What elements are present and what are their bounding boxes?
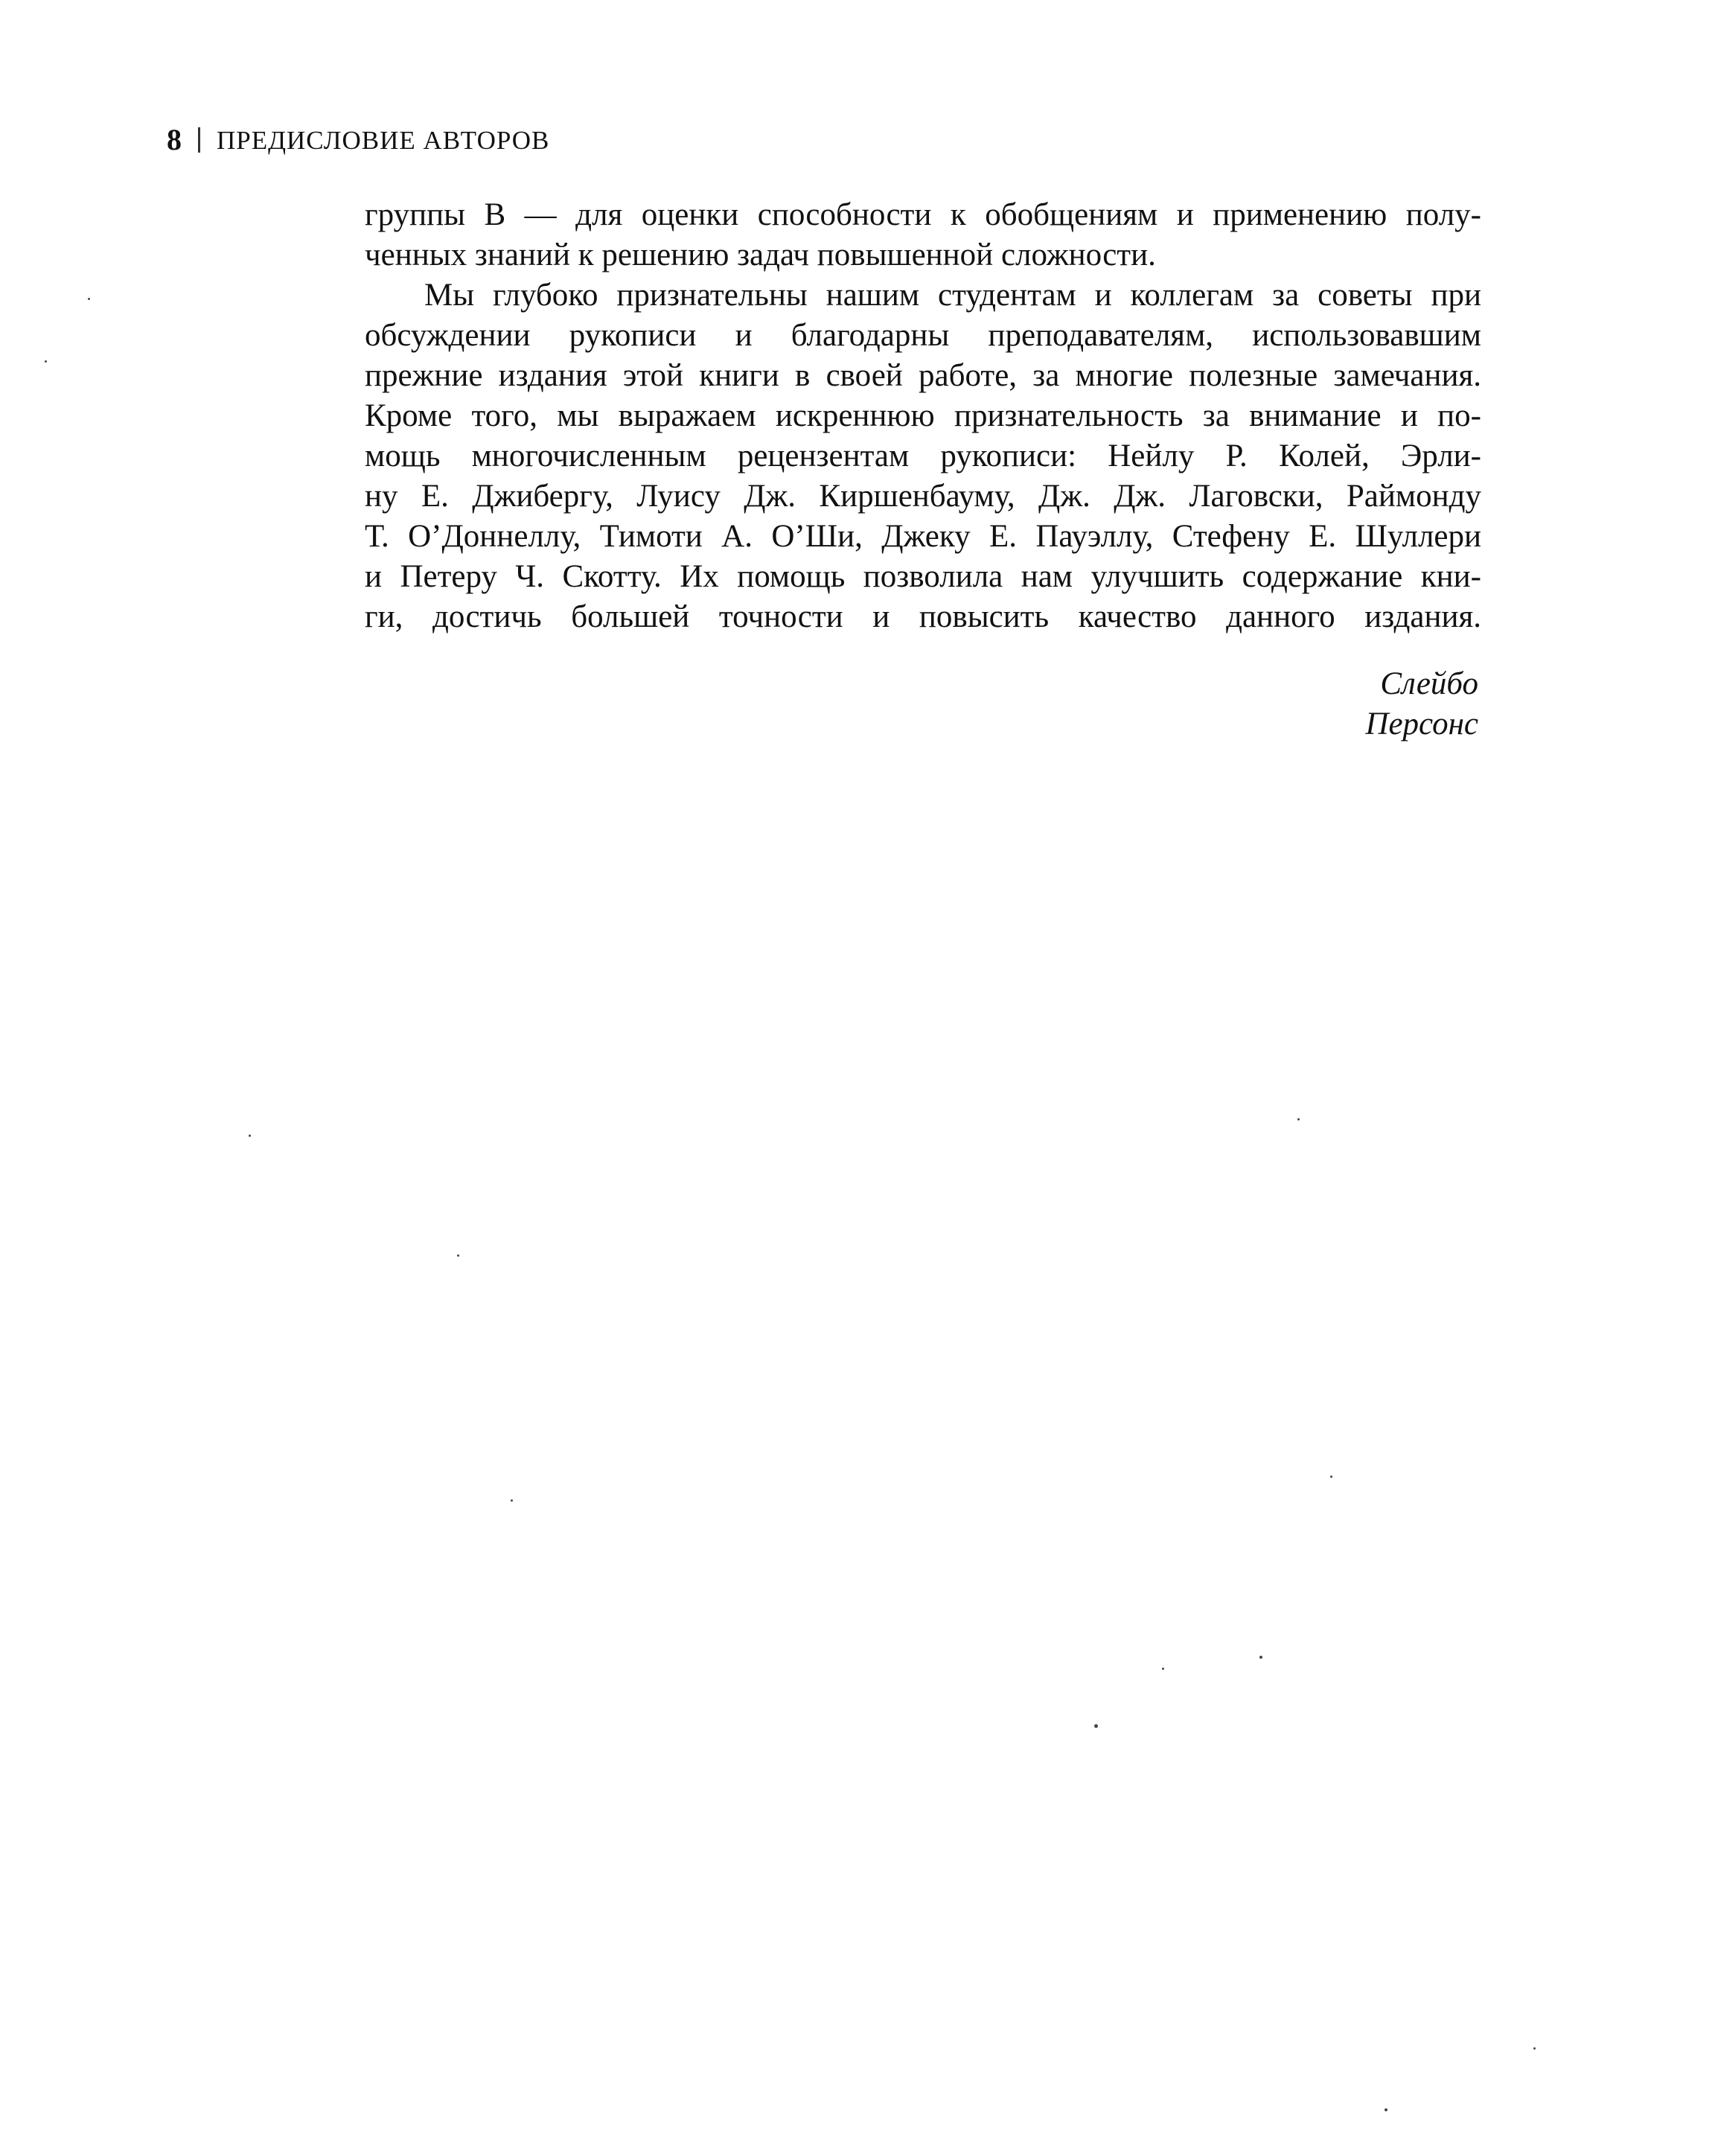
scan-speck	[1533, 2047, 1536, 2050]
scan-speck	[1330, 1476, 1332, 1478]
scan-speck	[511, 1499, 513, 1502]
scan-speck	[457, 1254, 459, 1257]
text-line: ги, достичь большей точности и повысить качество данного издания.	[365, 599, 1481, 634]
text-line: прежние издания этой книги в своей работе, за многие полезные замечания.	[365, 358, 1481, 393]
text-line: и Петеру Ч. Скотту. Их помощь позволила нам улучшить содержание кни-	[365, 559, 1481, 594]
text-line: ну Е. Джибергу, Луису Дж. Киршенбауму, Дж. Дж. Лаговски, Раймонду	[365, 479, 1481, 514]
scan-speck	[88, 298, 90, 300]
scan-speck	[249, 1135, 251, 1137]
text-line: ченных знаний к решению задач повышенной сложности.	[365, 237, 1156, 272]
author-name: Персонс	[1365, 707, 1478, 741]
body-text	[365, 195, 1481, 637]
text-line: обсуждении рукописи и благодарны преподавателям, использовавшим	[365, 318, 1481, 353]
scan-speck	[1385, 2108, 1387, 2111]
author-name: Слейбо	[1380, 666, 1478, 701]
scan-speck	[1162, 1668, 1164, 1670]
text-line: мощь многочисленным рецензентам рукописи: Нейлу Р. Колей, Эрли-	[365, 438, 1481, 473]
scan-speck	[1297, 1118, 1300, 1120]
scan-speck	[1259, 1656, 1262, 1659]
page-header	[167, 118, 549, 162]
running-head: ПРЕДИСЛОВИЕ АВТОРОВ	[217, 125, 550, 155]
text-line: Кроме того, мы выражаем искреннюю признательность за внимание и по-	[365, 398, 1481, 433]
text-line: Мы глубоко признательны нашим студентам и коллегам за советы при	[424, 278, 1481, 313]
scan-speck	[1094, 1724, 1098, 1728]
header-divider	[198, 127, 200, 153]
scan-speck	[45, 360, 47, 363]
signature-block	[1042, 664, 1478, 744]
text-line: Т. О’Доннеллу, Тимоти А. О’Ши, Джеку Е. Пауэллу, Стефену Е. Шуллери	[365, 519, 1481, 554]
page-number: 8	[167, 123, 182, 156]
text-line: группы В — для оценки способности к обобщениям и применению полу-	[365, 197, 1481, 232]
